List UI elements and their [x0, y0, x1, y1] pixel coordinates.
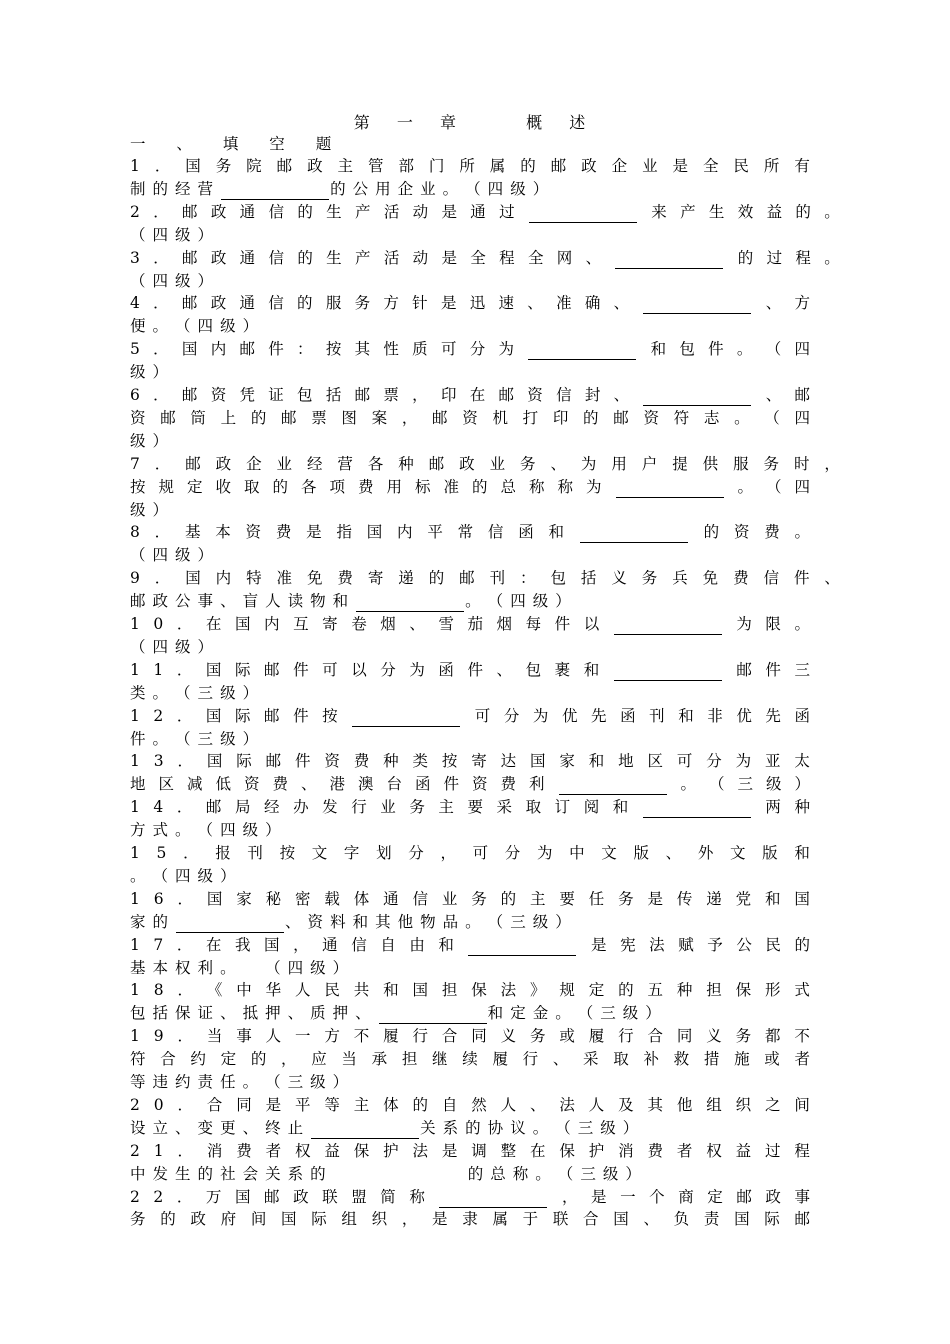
text-line: （ 四 级 ） [130, 546, 214, 565]
text-line: 符 合 约 定 的 ， 应 当 承 担 继 续 履 行 、 采 取 补 救 措 施 或 者 [130, 1050, 810, 1069]
chapter-title: 第 一 章 概 述 [353, 113, 597, 132]
text-line: （ 四 级 ） [130, 271, 214, 290]
text-line: 级 ） [130, 431, 169, 450]
text-line: 件 。 （ 三 级 ） [130, 729, 259, 748]
fill-in-blank [643, 389, 751, 406]
fill-in-blank [643, 297, 751, 314]
text-line: 级 ） [130, 500, 169, 519]
text-line: 1 ． 国 务 院 邮 政 主 管 部 门 所 属 的 邮 政 企 业 是 全 民 所 有 [130, 157, 810, 175]
text-line: 1 6 ． 国 家 秘 密 载 体 通 信 业 务 的 主 要 任 务 是 传 递 党 和 国 [130, 889, 810, 908]
text-line: 。 （ 四 级 ） [130, 866, 236, 885]
text-line: 资 邮 筒 上 的 邮 票 图 案 ， 邮 资 机 打 印 的 邮 资 符 志 。 （ 四 [130, 408, 810, 427]
text-line: 务 的 政 府 间 国 际 组 织 ， 是 隶 属 于 联 合 国 、 负 责 国 际 邮 [130, 1210, 810, 1229]
text-line: （ 四 级 ） [130, 225, 214, 244]
text-line: 6 ． 邮 资 凭 证 包 括 邮 票 ， 印 在 邮 资 信 封 、 、 邮 [130, 386, 810, 404]
text-line: 制 的 经 营 的 公 用 企 业 。 （ 四 级 ） [130, 179, 549, 198]
text-line: 类 。 （ 三 级 ） [130, 683, 259, 702]
text-line: 邮 政 公 事 、 盲 人 读 物 和 。 （ 四 级 ） [130, 592, 571, 611]
fill-in-blank [615, 252, 723, 269]
fill-in-blank [352, 710, 460, 727]
text-line: 1 0 ． 在 国 内 互 寄 卷 烟 、 雪 茄 烟 每 件 以 为 限 。 [130, 615, 810, 633]
text-line: 1 1 ． 国 际 邮 件 可 以 分 为 函 件 、 包 裹 和 邮 件 三 [130, 660, 810, 679]
text-line: 按 规 定 收 取 的 各 项 费 用 标 准 的 总 称 称 为 。 （ 四 [130, 477, 810, 496]
text-line: 等 违 约 责 任 。 （ 三 级 ） [130, 1073, 349, 1091]
fill-in-blank [379, 1007, 487, 1024]
section-heading: 一 、 填 空 题 [130, 135, 345, 153]
fill-in-blank [528, 343, 636, 360]
text-line: 9 ． 国 内 特 准 免 费 寄 递 的 邮 刊 ： 包 括 义 务 兵 免 费 信 件 、 [130, 569, 840, 588]
text-line: 包 括 保 证 、 抵 押 、 质 押 、 和 定 金 。 （ 三 级 ） [130, 1004, 661, 1023]
text-line: 8 ． 基 本 资 费 是 指 国 内 平 常 信 函 和 的 资 费 。 [130, 523, 810, 542]
text-line: 地 区 减 低 资 费 、 港 澳 台 函 件 资 费 利 。 （ 三 级 ） [130, 775, 810, 794]
fill-in-blank [221, 183, 329, 200]
fill-in-blank [529, 206, 637, 223]
text-line: 4 ． 邮 政 通 信 的 服 务 方 针 是 迅 速 、 准 确 、 、 方 [130, 294, 810, 313]
fill-in-blank [616, 481, 724, 498]
text-line: 2 0 ． 合 同 是 平 等 主 体 的 自 然 人 、 法 人 及 其 他 组 织 之 间 [130, 1095, 810, 1114]
text-line: 1 2 ． 国 际 邮 件 按 可 分 为 优 先 函 刊 和 非 优 先 函 [130, 706, 810, 725]
text-line: 级 ） [130, 363, 169, 382]
text-line: 7 ． 邮 政 企 业 经 营 各 种 邮 政 业 务 、 为 用 户 提 供 服 务 时 ， [130, 454, 840, 473]
fill-in-blank [356, 595, 464, 612]
fill-in-blank [614, 618, 722, 635]
fill-in-blank [614, 664, 722, 681]
fill-in-blank [643, 801, 751, 818]
text-line: 基 本 权 利 。 （ 四 级 ） [130, 958, 349, 977]
text-line: 1 7 ． 在 我 国 ， 通 信 自 由 和 是 宪 法 赋 予 公 民 的 [130, 935, 810, 954]
text-line: 1 9 ． 当 事 人 一 方 不 履 行 合 同 义 务 或 履 行 合 同 义 务 都 不 [130, 1027, 810, 1046]
text-line: 家 的 、 资 料 和 其 他 物 品 。 （ 三 级 ） [130, 912, 571, 931]
text-line: 1 5 ． 报 刊 按 文 字 划 分 ， 可 分 为 中 文 版 、 外 文 版 和 [130, 844, 810, 862]
text-line: 便 。 （ 四 级 ） [130, 317, 259, 336]
text-line: 中 发 生 的 社 会 关 系 的 的 总 称 。 （ 三 级 ） [130, 1164, 641, 1183]
fill-in-blank [559, 778, 667, 795]
text-line: 2 ． 邮 政 通 信 的 生 产 活 动 是 通 过 来 产 生 效 益 的 。 [130, 202, 840, 221]
fill-in-blank [468, 939, 576, 956]
text-line: 5 ． 国 内 邮 件 ： 按 其 性 质 可 分 为 和 包 件 。 （ 四 [130, 340, 810, 359]
text-line: 2 1 ． 消 费 者 权 益 保 护 法 是 调 整 在 保 护 消 费 者 权 益 过 程 [130, 1141, 810, 1160]
fill-in-blank [176, 916, 284, 933]
text-line: 1 4 ． 邮 局 经 办 发 行 业 务 主 要 采 取 订 阅 和 两 种 [130, 798, 810, 817]
text-line: 设 立 、 变 更 、 终 止 关 系 的 协 议 。 （ 三 级 ） [130, 1118, 639, 1137]
text-line: 2 2 ． 万 国 邮 政 联 盟 简 称 ， 是 一 个 商 定 邮 政 事 [130, 1187, 810, 1206]
text-line: 3 ． 邮 政 通 信 的 生 产 活 动 是 全 程 全 网 、 的 过 程 。 [130, 248, 840, 267]
text-line: （ 四 级 ） [130, 637, 214, 656]
fill-in-blank [439, 1191, 547, 1208]
fill-in-blank [311, 1122, 419, 1139]
text-line: 方 式 。 （ 四 级 ） [130, 821, 281, 840]
fill-in-blank [580, 526, 688, 543]
text-line: 1 3 ． 国 际 邮 件 资 费 种 类 按 寄 达 国 家 和 地 区 可 分 为 亚 太 [130, 752, 810, 771]
text-line: 1 8 ． 《 中 华 人 民 共 和 国 担 保 法 》 规 定 的 五 种 担 保 形 式 [130, 981, 810, 1000]
